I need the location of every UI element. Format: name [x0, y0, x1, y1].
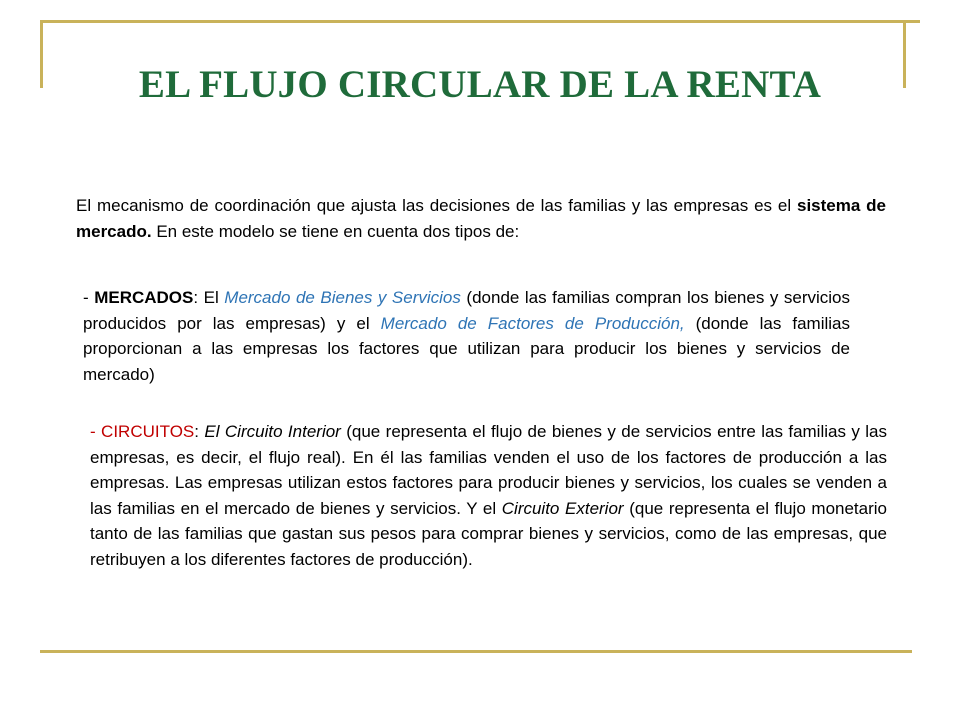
frame-bottom-rule: [40, 650, 912, 653]
circuitos-text-3: (que representa el flujo monetario tanto de las familias que gastan sus pesos para comprar bienes y servicios, como de las empresas, que retribuyen a los diferentes factores de producción).: [90, 498, 888, 569]
intro-text-1: El mecanismo de coordinación que ajusta las decisiones de las familias y las empresas es el: [76, 196, 797, 215]
mercados-text-2: (donde las familias compran los bienes y servicios producidos por las empresas) y el: [83, 288, 850, 333]
mercado-bienes-servicios-term: Mercado de Bienes y Servicios: [224, 288, 461, 307]
circuito-exterior-term: Circuito Exterior: [501, 498, 624, 518]
mercados-text-1: : El: [193, 288, 225, 307]
slide-title: EL FLUJO CIRCULAR DE LA RENTA: [138, 63, 822, 106]
mercados-text-3: (donde las familias proporcionan a las empresas los factores que utilizan para producir los bienes y servicios de mercado): [83, 313, 850, 384]
frame-top-rule: [40, 20, 920, 23]
circuitos-text-2: (que representa el flujo de bienes y de servicios entre las familias y las empresas, es decir, el flujo real). En él las familias venden el uso de los factores de producción a las empresas. Las empresas utilizan estos factores para producir bienes y servicios, los cuales se venden a las familias en el mercado de bienes y servicios. Y el: [90, 422, 887, 518]
circuitos-paragraph: [90, 419, 887, 572]
mercados-paragraph: [83, 285, 850, 387]
mercados-label: MERCADOS: [94, 288, 194, 307]
intro-bold-term: sistema de mercado.: [76, 196, 886, 241]
circuito-interior-term: El Circuito Interior: [204, 422, 341, 441]
circuitos-label: - CIRCUITOS: [90, 422, 195, 441]
intro-text-2: En este modelo se tiene en cuenta dos tipos de:: [151, 221, 520, 241]
circuitos-text-1: :: [194, 422, 205, 441]
intro-paragraph: [76, 193, 886, 244]
mercado-factores-term: Mercado de Factores de Producción,: [380, 313, 685, 333]
mercados-prefix: -: [83, 288, 95, 307]
